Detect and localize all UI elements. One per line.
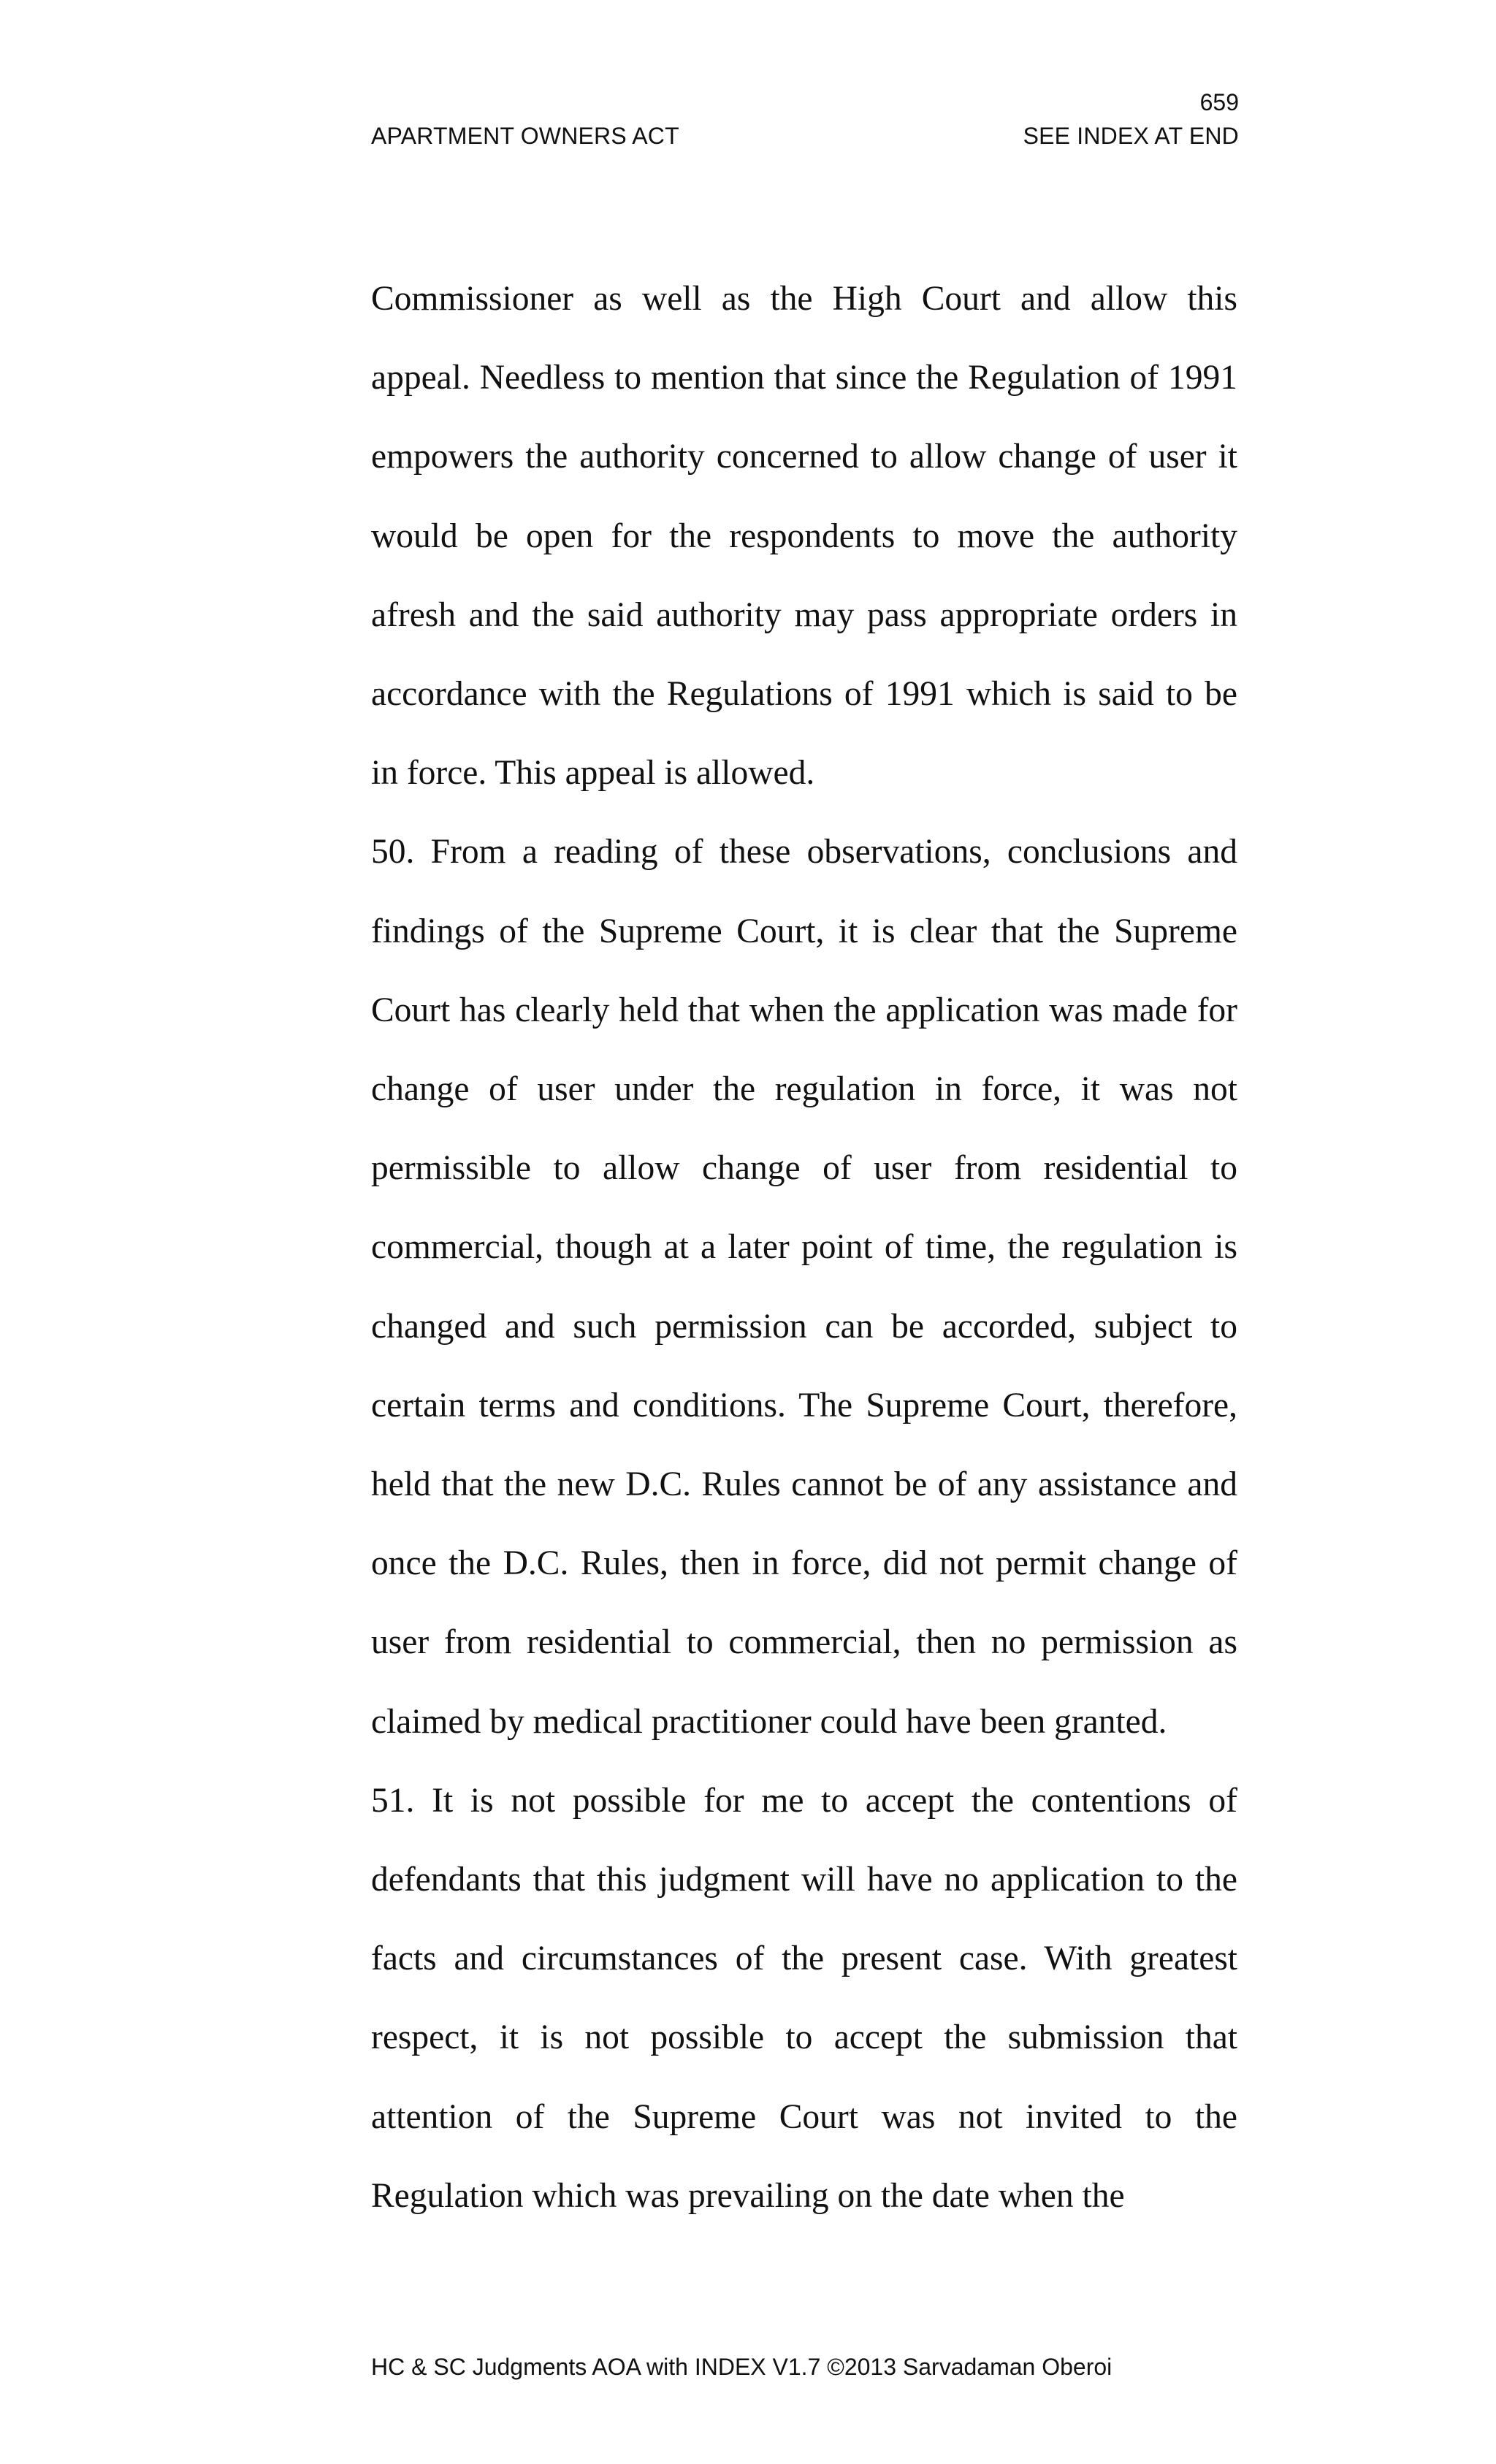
page-footer: HC & SC Judgments AOA with INDEX V1.7 ©2013 Sarvadaman Oberoi	[371, 2354, 1113, 2380]
paragraph-continuation: Commissioner as well as the High Court and allow this appeal. Needless to mention that since the Regulation of 1991 empowers the authority concerned to allow change of user it would be open for the respondents to move the authority afresh and the said authority may pass appropriate orders in accordance with the Regulations of 1991 which is said to be in force. This appeal is allowed.	[371, 280, 1237, 793]
running-header-index-note: SEE INDEX AT END	[1023, 123, 1239, 149]
paragraph-50: 50. From a reading of these observations, conclusions and findings of the Supreme Court, it is clear that the Supreme Court has clearly held that when the application was made for change of user under the regulation in force, it was not permissible to allow change of user from residential to commercial, though at a later point of time, the regulation is changed and such permission can be accorded, subject to certain terms and conditions. The Supreme Court, therefore, held that the new D.C. Rules cannot be of any assistance and once the D.C. Rules, then in force, did not permit change of user from residential to commercial, then no permission as claimed by medical practitioner could have been granted.	[371, 833, 1237, 1741]
page-number: 659	[1199, 89, 1239, 115]
body-text	[371, 259, 1237, 2235]
running-header-title: APARTMENT OWNERS ACT	[371, 123, 679, 149]
paragraph-51: 51. It is not possible for me to accept the contentions of defendants that this judgment will have no application to the facts and circumstances of the present case. With greatest respect, it is not possible to accept the submission that attention of the Supreme Court was not invited to the Regulation which was prevailing on the date when the	[371, 1781, 1237, 2215]
